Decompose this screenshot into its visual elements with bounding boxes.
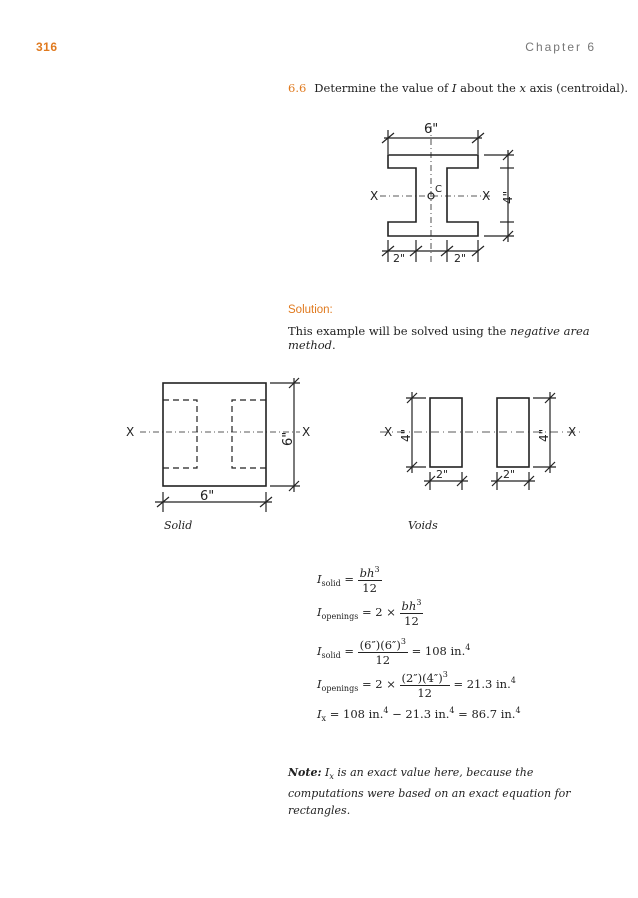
void2-height-label: 4" <box>537 428 551 442</box>
flange-left-label: 2" <box>393 252 406 265</box>
note: Note: $I_x$ is an exact value here, because the computations were based on an exact equation for rectangles. <box>288 766 571 818</box>
voids-x-left: X <box>384 425 393 439</box>
voids-x-right: X <box>568 425 577 439</box>
equation-2: $I_{openings} = 2$ × $\frac{bh^3}{12}$ <box>317 598 422 628</box>
void2-width-label: 2" <box>503 468 516 481</box>
equation-4: $I_{openings} = 2$ × $\frac{(2'')(4'')^3}{12}$ = 21.3 in.$^4$ <box>317 670 516 700</box>
solution-text: This example will be solved using the negative area method. <box>288 324 590 352</box>
x-axis-label-left: X <box>370 189 379 203</box>
solid-x-right: X <box>302 425 311 439</box>
equation-3: $I_{solid}$ = $\frac{(6'')(6'')^3}{12}$ = 108 in.$^4$ <box>317 637 471 667</box>
caption-solid: Solid <box>164 519 193 532</box>
equation-5: $I_x = 108$ in.$^4$ − 21.3 in.$^4$ = 86.7 in.$^4$ <box>317 706 521 724</box>
height-label: 4" <box>501 190 515 204</box>
solid-x-left: X <box>126 425 135 439</box>
void1-height-label: 4" <box>399 428 413 442</box>
flange-right-label: 2" <box>454 252 467 265</box>
chapter-label: Chapter 6 <box>525 40 596 54</box>
problem-number: 6.6 <box>288 81 307 95</box>
centroid-label: C <box>435 184 442 195</box>
void1-width-label: 2" <box>436 468 449 481</box>
solid-height-label: 6" <box>281 431 296 446</box>
solution-heading: Solution: <box>288 304 333 316</box>
problem-statement: 6.6 Determine the value of I about the x axis (centroidal). <box>288 81 629 95</box>
x-axis-label-right: X <box>482 189 491 203</box>
caption-voids: Voids <box>408 519 438 532</box>
width-label: 6" <box>424 122 439 137</box>
equation-1: $I_{solid}$ = $\frac{bh^3}{12}$ <box>317 565 380 595</box>
solid-width-label: 6" <box>200 489 215 504</box>
page-number: 316 <box>36 40 58 54</box>
